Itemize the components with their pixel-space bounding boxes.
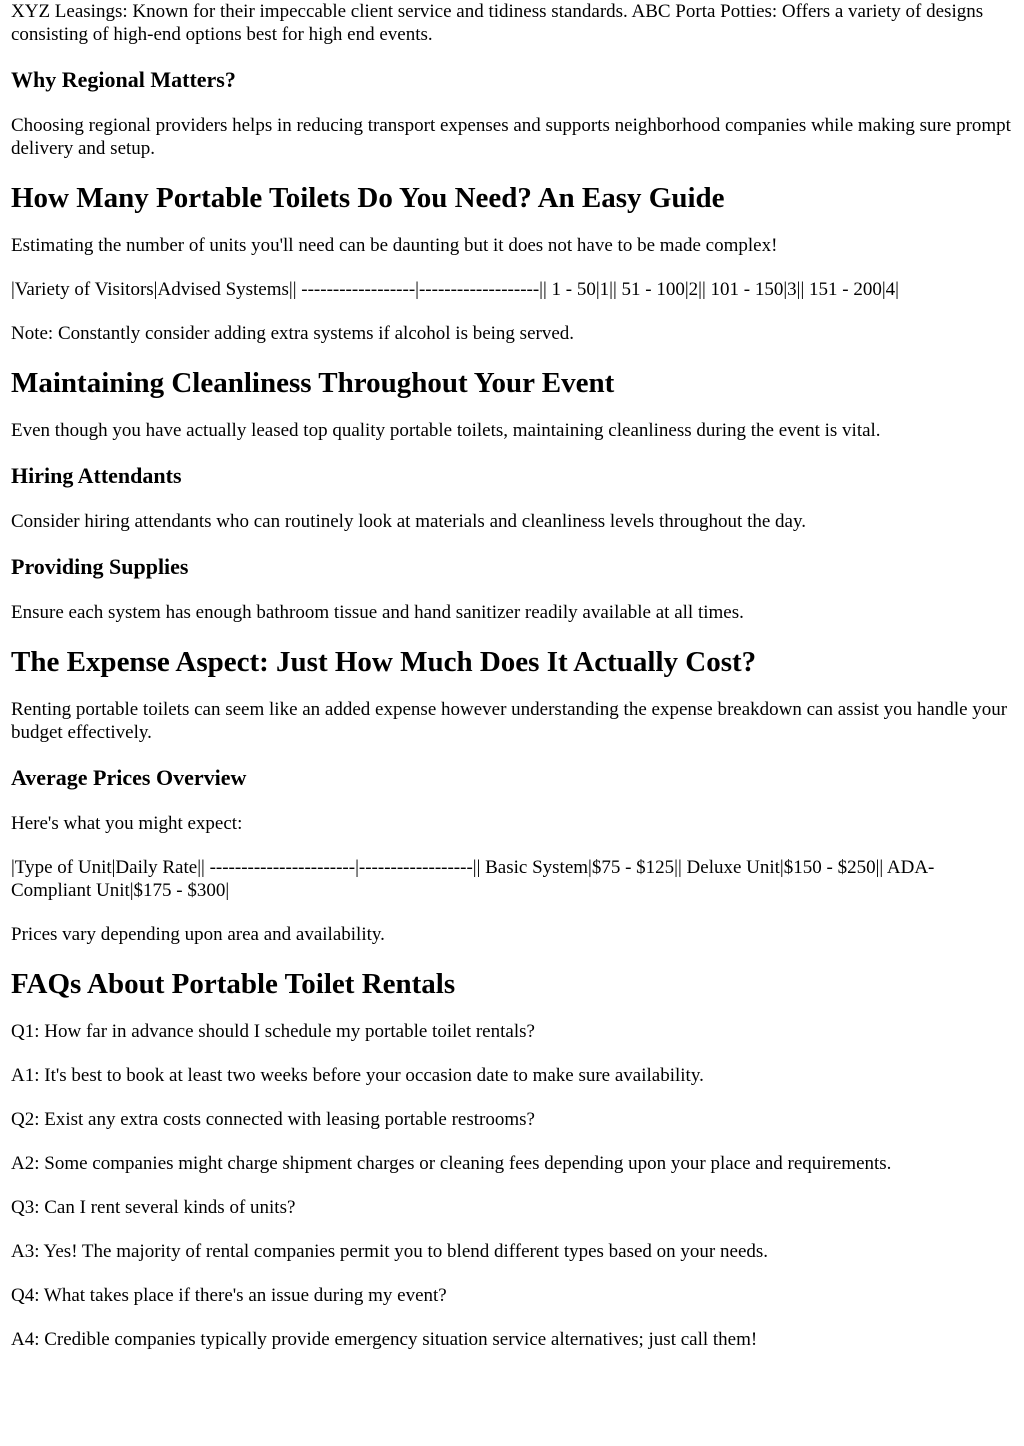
how-many-heading: How Many Portable Toilets Do You Need? An Easy Guide: [11, 182, 725, 214]
faq-item: A3: Yes! The majority of rental companies permit you to blend different types based on your needs.: [11, 1241, 769, 1262]
attendants-text: Consider hiring attendants who can routinely look at materials and cleanliness levels throughout the day.: [11, 511, 806, 532]
why-regional-text: Choosing regional providers helps in reducing transport expenses and supports neighborhood companies while making sure prompt delivery and setup.: [11, 115, 1011, 159]
visitors-table-text: |Variety of Visitors|Advised Systems|| ------------------|-------------------|| 1 - 50|1|| 51 - 100|2|| 101 - 150|3|| 151 - 200|4|: [11, 279, 899, 300]
cleanliness-text: Even though you have actually leased top quality portable toilets, maintaining cleanliness during the event is vital.: [11, 420, 881, 441]
expense-text: Renting portable toilets can seem like an added expense however understanding the expense breakdown can assist you handle your budget effectively.: [11, 699, 1008, 743]
faq-item: Q3: Can I rent several kinds of units?: [11, 1197, 296, 1218]
faq-item: A1: It's best to book at least two weeks before your occasion date to make sure availability.: [11, 1065, 704, 1086]
cleanliness-heading: Maintaining Cleanliness Throughout Your Event: [11, 367, 615, 399]
supplies-text: Ensure each system has enough bathroom tissue and hand sanitizer readily available at all times.: [11, 602, 744, 623]
alcohol-note: Note: Constantly consider adding extra systems if alcohol is being served.: [11, 323, 575, 344]
faq-item: A2: Some companies might charge shipment charges or cleaning fees depending upon your place and requirements.: [11, 1153, 892, 1174]
faqs-heading: FAQs About Portable Toilet Rentals: [11, 968, 456, 1000]
faq-item: Q1: How far in advance should I schedule my portable toilet rentals?: [11, 1021, 535, 1042]
faq-item: A4: Credible companies typically provide emergency situation service alternatives; just call them!: [11, 1329, 758, 1350]
prices-heading: Average Prices Overview: [11, 765, 247, 790]
prices-expect: Here's what you might expect:: [11, 813, 243, 834]
why-regional-heading: Why Regional Matters?: [11, 67, 236, 92]
faq-item: Q2: Exist any extra costs connected with leasing portable restrooms?: [11, 1109, 535, 1130]
prices-vary: Prices vary depending upon area and availability.: [11, 924, 385, 945]
faq-item: Q4: What takes place if there's an issue during my event?: [11, 1285, 447, 1306]
intro-paragraph: XYZ Leasings: Known for their impeccable client service and tidiness standards. ABC Porta Potties: Offers a variety of designs consisting of high-end options best for high end events.: [11, 1, 984, 45]
expense-heading: The Expense Aspect: Just How Much Does It Actually Cost?: [11, 646, 757, 678]
attendants-heading: Hiring Attendants: [11, 463, 182, 488]
prices-table-text: |Type of Unit|Daily Rate|| -----------------------|------------------|| Basic System|$75 - $125|| Deluxe Unit|$150 - $250|| ADA-Compliant Unit|$175 - $300|: [11, 857, 935, 901]
how-many-text: Estimating the number of units you'll need can be daunting but it does not have to be made complex!: [11, 235, 778, 256]
supplies-heading: Providing Supplies: [11, 554, 189, 579]
